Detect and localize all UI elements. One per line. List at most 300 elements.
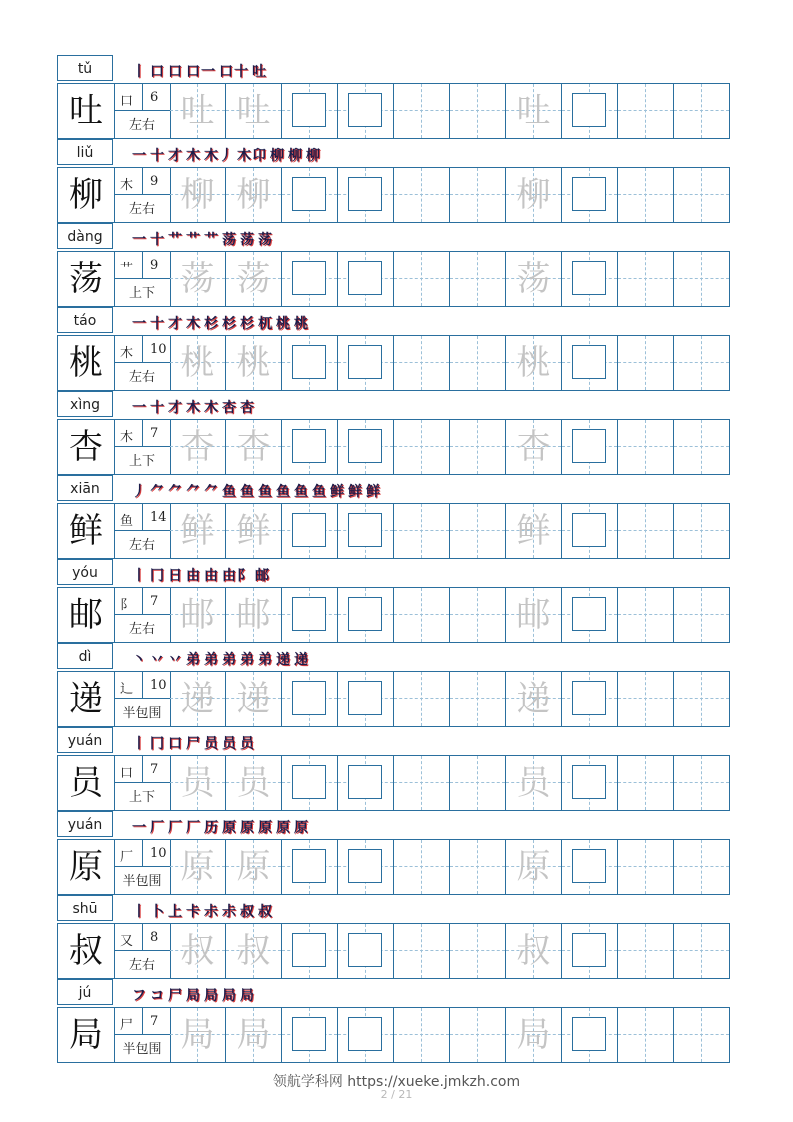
writing-cell[interactable] (338, 420, 394, 474)
pinyin-label: dàng (57, 223, 113, 249)
square-guide-box (572, 345, 606, 379)
writing-cell[interactable] (618, 840, 674, 894)
practice-row (57, 1007, 730, 1063)
stroke-step: 口一 (186, 64, 216, 80)
practice-row (57, 419, 730, 475)
stroke-step: 邮 (255, 568, 270, 584)
writing-cell[interactable] (506, 336, 562, 390)
writing-cell[interactable] (282, 840, 338, 894)
writing-cell[interactable] (506, 84, 562, 138)
writing-cell[interactable] (450, 252, 506, 306)
radical: 厂 (120, 850, 134, 865)
tracing-character: 桃 (180, 343, 215, 383)
stroke-step: 口十 (219, 64, 249, 80)
writing-cell[interactable] (562, 252, 618, 306)
stroke-step: 一 (132, 232, 147, 248)
tracing-character: 荡 (180, 259, 215, 299)
char-entry (57, 811, 730, 895)
stroke-step: 员 (222, 736, 237, 752)
writing-cell[interactable] (618, 588, 674, 642)
writing-cell[interactable] (450, 756, 506, 810)
writing-cell[interactable] (618, 336, 674, 390)
square-guide-box (292, 933, 326, 967)
writing-cell[interactable] (618, 756, 674, 810)
writing-cell[interactable] (170, 252, 226, 306)
writing-cell[interactable] (674, 588, 730, 642)
model-character: 鲜 (58, 504, 115, 558)
stroke-step: 木 (186, 316, 201, 332)
writing-cell[interactable] (338, 504, 394, 558)
stroke-order-sequence (132, 985, 258, 1007)
writing-cell[interactable] (338, 84, 394, 138)
writing-cell[interactable] (506, 420, 562, 474)
stroke-step: 十 (150, 148, 165, 164)
writing-cell[interactable] (618, 672, 674, 726)
character-info (114, 1008, 171, 1062)
practice-row (57, 503, 730, 559)
stroke-step: ⺈ (204, 484, 219, 500)
stroke-step: 丨 (132, 904, 147, 920)
square-guide-box (572, 849, 606, 883)
writing-cell[interactable] (338, 336, 394, 390)
writing-cell[interactable] (170, 504, 226, 558)
writing-cell[interactable] (226, 252, 282, 306)
entry-header (57, 643, 730, 671)
writing-cell[interactable] (562, 1008, 618, 1062)
writing-cell[interactable] (506, 756, 562, 810)
character-info (114, 252, 171, 306)
stroke-order-sequence (132, 397, 258, 419)
writing-cell[interactable] (450, 588, 506, 642)
stroke-step: 木 (186, 400, 201, 416)
stroke-step: 木 (204, 400, 219, 416)
char-entry (57, 559, 730, 643)
writing-cell[interactable] (674, 252, 730, 306)
stroke-order-sequence (132, 649, 312, 671)
pinyin-label: xìng (57, 391, 113, 417)
writing-cell[interactable] (394, 672, 450, 726)
char-entry (57, 55, 730, 139)
radical: 木 (120, 430, 134, 445)
writing-cell[interactable] (282, 336, 338, 390)
stroke-step: 木卬 (237, 148, 267, 164)
writing-cell[interactable] (674, 336, 730, 390)
writing-cell[interactable] (282, 252, 338, 306)
stroke-step: ⺈ (150, 484, 165, 500)
writing-cell[interactable] (394, 420, 450, 474)
stroke-step: 局 (240, 988, 255, 1004)
stroke-step: 弟 (204, 652, 219, 668)
entry-header (57, 139, 730, 167)
entry-header (57, 559, 730, 587)
writing-cell[interactable] (674, 168, 730, 222)
stroke-step: 鱼 (240, 484, 255, 500)
writing-cell[interactable] (506, 588, 562, 642)
writing-cell[interactable] (394, 756, 450, 810)
entry-header (57, 55, 730, 83)
writing-cell[interactable] (394, 504, 450, 558)
square-guide-box (348, 765, 382, 799)
writing-cell[interactable] (674, 504, 730, 558)
tracing-character: 员 (180, 763, 215, 803)
radical: 木 (120, 346, 134, 361)
stroke-step: ⺈ (186, 484, 201, 500)
tracing-character: 局 (180, 1015, 215, 1055)
practice-row (57, 167, 730, 223)
structure-type: 半包围 (122, 874, 162, 889)
tracing-character: 柳 (516, 175, 551, 215)
writing-cell[interactable] (282, 924, 338, 978)
stroke-step: 鱼 (276, 484, 291, 500)
stroke-step: 桃 (276, 316, 291, 332)
square-guide-box (348, 261, 382, 295)
writing-cell[interactable] (450, 84, 506, 138)
radical: 木 (120, 178, 134, 193)
tracing-character: 杏 (516, 427, 551, 467)
model-character: 荡 (58, 252, 115, 306)
structure-type: 上下 (128, 286, 155, 301)
structure-type: 半包围 (122, 1042, 162, 1057)
stroke-step: 杏 (222, 400, 237, 416)
writing-cell[interactable] (282, 420, 338, 474)
structure-type: 半包围 (122, 706, 162, 721)
writing-cell[interactable] (450, 840, 506, 894)
stroke-order-sequence (132, 229, 276, 251)
square-guide-box (348, 429, 382, 463)
pinyin-label: dì (57, 643, 113, 669)
practice-row (57, 587, 730, 643)
stroke-step: 丶 (132, 652, 147, 668)
stroke-count: 9 (150, 174, 159, 189)
writing-cell[interactable] (506, 1008, 562, 1062)
structure-type: 左右 (128, 538, 155, 553)
square-guide-box (348, 513, 382, 547)
writing-cell[interactable] (562, 588, 618, 642)
writing-cell[interactable] (450, 924, 506, 978)
stroke-step: 口 (168, 64, 183, 80)
writing-cell[interactable] (282, 756, 338, 810)
writing-cell[interactable] (618, 420, 674, 474)
stroke-count: 9 (150, 258, 159, 273)
tracing-character: 邮 (516, 595, 551, 635)
model-character: 吐 (58, 84, 115, 138)
stroke-step: 木 (186, 148, 201, 164)
writing-cell[interactable] (618, 1008, 674, 1062)
square-guide-box (348, 849, 382, 883)
writing-cell[interactable] (562, 924, 618, 978)
writing-cell[interactable] (338, 1008, 394, 1062)
tracing-character: 叔 (180, 931, 215, 971)
tracing-character: 杏 (236, 427, 271, 467)
writing-cell[interactable] (338, 672, 394, 726)
writing-cell[interactable] (170, 924, 226, 978)
writing-cell[interactable] (226, 420, 282, 474)
tracing-character: 鲜 (180, 511, 215, 551)
writing-cell[interactable] (226, 336, 282, 390)
practice-row (57, 335, 730, 391)
writing-cell[interactable] (618, 168, 674, 222)
writing-cell[interactable] (506, 252, 562, 306)
writing-cell[interactable] (394, 168, 450, 222)
writing-cell[interactable] (226, 672, 282, 726)
stroke-step: 杉 (240, 316, 255, 332)
writing-cell[interactable] (226, 924, 282, 978)
writing-cell[interactable] (450, 504, 506, 558)
stroke-step: 丨 (132, 736, 147, 752)
writing-cell[interactable] (506, 504, 562, 558)
writing-cell[interactable] (394, 588, 450, 642)
writing-cell[interactable] (282, 504, 338, 558)
tracing-character: 原 (236, 847, 271, 887)
stroke-count: 6 (150, 90, 159, 105)
writing-cell[interactable] (226, 84, 282, 138)
writing-cell[interactable] (674, 1008, 730, 1062)
footer-watermark: 领航学科网 https://xueke.jmkzh.com (272, 1074, 521, 1090)
stroke-step: 桃 (294, 316, 309, 332)
stroke-step: ⺈ (168, 484, 183, 500)
writing-cell[interactable] (394, 1008, 450, 1062)
character-info (114, 588, 171, 642)
stroke-step: 口 (168, 736, 183, 752)
tracing-character: 递 (180, 679, 215, 719)
model-character: 邮 (58, 588, 115, 642)
pinyin-label: yuán (57, 727, 113, 753)
writing-cell[interactable] (170, 84, 226, 138)
writing-cell[interactable] (618, 504, 674, 558)
character-info (114, 840, 171, 894)
writing-cell[interactable] (226, 168, 282, 222)
tracing-character: 吐 (236, 91, 271, 131)
writing-cell[interactable] (674, 84, 730, 138)
writing-cell[interactable] (674, 672, 730, 726)
char-entry (57, 223, 730, 307)
stroke-step: 荡 (258, 232, 273, 248)
stroke-step: 一 (132, 148, 147, 164)
stroke-step: フ (132, 988, 147, 1004)
writing-cell[interactable] (394, 252, 450, 306)
stroke-step: 弟 (240, 652, 255, 668)
stroke-step: 原 (276, 820, 291, 836)
tracing-character: 员 (236, 763, 271, 803)
writing-cell[interactable] (394, 84, 450, 138)
writing-cell[interactable] (226, 1008, 282, 1062)
stroke-step: 叔 (258, 904, 273, 920)
tracing-character: 叔 (516, 931, 551, 971)
stroke-step: 尗 (204, 904, 219, 920)
pinyin-label: tǔ (57, 55, 113, 81)
stroke-step: 卜 (150, 904, 165, 920)
square-guide-box (572, 597, 606, 631)
writing-cell[interactable] (338, 840, 394, 894)
stroke-step: 员 (204, 736, 219, 752)
structure-type: 左右 (128, 622, 155, 637)
writing-cell[interactable] (394, 336, 450, 390)
stroke-step: 荡 (222, 232, 237, 248)
page-number: 2 / 21 (380, 1088, 413, 1101)
entry-header (57, 979, 730, 1007)
stroke-step: 丨 (132, 568, 147, 584)
writing-cell[interactable] (562, 168, 618, 222)
pinyin-label: xiān (57, 475, 113, 501)
writing-cell[interactable] (450, 336, 506, 390)
stroke-step: 尗 (222, 904, 237, 920)
tracing-character: 鲜 (236, 511, 271, 551)
writing-cell[interactable] (450, 672, 506, 726)
entry-header (57, 391, 730, 419)
square-guide-box (292, 1017, 326, 1051)
writing-cell[interactable] (338, 168, 394, 222)
stroke-step: 局 (186, 988, 201, 1004)
stroke-order-sequence (132, 733, 258, 755)
tracing-character: 桃 (516, 343, 551, 383)
writing-cell[interactable] (170, 672, 226, 726)
stroke-count: 10 (150, 678, 167, 693)
tracing-character: 鲜 (516, 511, 551, 551)
stroke-step: 尸 (186, 736, 201, 752)
writing-cell[interactable] (338, 252, 394, 306)
writing-cell[interactable] (562, 756, 618, 810)
writing-cell[interactable] (170, 336, 226, 390)
square-guide-box (572, 765, 606, 799)
writing-cell[interactable] (338, 588, 394, 642)
square-guide-box (292, 345, 326, 379)
writing-cell[interactable] (282, 588, 338, 642)
stroke-step: 弟 (258, 652, 273, 668)
tracing-character: 递 (516, 679, 551, 719)
model-character: 桃 (58, 336, 115, 390)
writing-cell[interactable] (506, 924, 562, 978)
writing-cell[interactable] (170, 756, 226, 810)
stroke-step: 厂 (150, 820, 165, 836)
stroke-step: 才 (168, 400, 183, 416)
writing-cell[interactable] (562, 84, 618, 138)
writing-cell[interactable] (674, 840, 730, 894)
stroke-step: 原 (258, 820, 273, 836)
stroke-step: 木丿 (204, 148, 234, 164)
stroke-count: 7 (150, 426, 159, 441)
character-info (114, 84, 171, 138)
writing-cell[interactable] (674, 924, 730, 978)
tracing-character: 邮 (180, 595, 215, 635)
writing-cell[interactable] (562, 336, 618, 390)
writing-cell[interactable] (562, 840, 618, 894)
writing-cell[interactable] (170, 420, 226, 474)
tracing-character: 柳 (180, 175, 215, 215)
radical: 口 (120, 766, 134, 781)
square-guide-box (572, 177, 606, 211)
writing-cell[interactable] (618, 924, 674, 978)
stroke-step: 鲜 (366, 484, 381, 500)
stroke-step: 一 (132, 316, 147, 332)
stroke-step: 一 (132, 820, 147, 836)
tracing-character: 荡 (516, 259, 551, 299)
writing-cell[interactable] (562, 672, 618, 726)
square-guide-box (348, 597, 382, 631)
stroke-step: 荡 (240, 232, 255, 248)
writing-cell[interactable] (674, 420, 730, 474)
tracing-character: 杏 (180, 427, 215, 467)
square-guide-box (572, 933, 606, 967)
stroke-step: 鲜 (330, 484, 345, 500)
stroke-count: 7 (150, 762, 159, 777)
writing-cell[interactable] (226, 756, 282, 810)
writing-cell[interactable] (618, 252, 674, 306)
practice-row (57, 755, 730, 811)
stroke-count: 10 (150, 846, 167, 861)
practice-row (57, 83, 730, 139)
writing-cell[interactable] (226, 840, 282, 894)
writing-cell[interactable] (450, 1008, 506, 1062)
stroke-step: 叔 (240, 904, 255, 920)
writing-cell[interactable] (282, 168, 338, 222)
structure-type: 上下 (128, 454, 155, 469)
writing-cell[interactable] (170, 840, 226, 894)
stroke-step: 丷 (150, 652, 165, 668)
stroke-order-sequence (132, 61, 270, 83)
stroke-order-sequence (132, 145, 324, 167)
character-info (114, 924, 171, 978)
writing-cell[interactable] (394, 840, 450, 894)
stroke-step: 丷 (168, 652, 183, 668)
stroke-step: 丨 (132, 64, 147, 80)
stroke-step: 才 (168, 148, 183, 164)
writing-cell[interactable] (450, 420, 506, 474)
tracing-character: 局 (236, 1015, 271, 1055)
writing-cell[interactable] (338, 924, 394, 978)
writing-cell[interactable] (226, 504, 282, 558)
square-guide-box (292, 681, 326, 715)
square-guide-box (572, 1017, 606, 1051)
stroke-step: 鱼 (294, 484, 309, 500)
writing-cell[interactable] (562, 420, 618, 474)
stroke-step: 厂 (186, 820, 201, 836)
stroke-step: 原 (240, 820, 255, 836)
writing-cell[interactable] (618, 84, 674, 138)
writing-cell[interactable] (674, 756, 730, 810)
square-guide-box (292, 429, 326, 463)
writing-cell[interactable] (282, 672, 338, 726)
writing-cell[interactable] (394, 924, 450, 978)
tracing-character: 桃 (236, 343, 271, 383)
writing-cell[interactable] (338, 756, 394, 810)
pinyin-label: yóu (57, 559, 113, 585)
square-guide-box (348, 93, 382, 127)
stroke-step: 员 (240, 736, 255, 752)
writing-cell[interactable] (170, 168, 226, 222)
writing-cell[interactable] (506, 168, 562, 222)
writing-cell[interactable] (282, 84, 338, 138)
square-guide-box (292, 93, 326, 127)
writing-cell[interactable] (506, 840, 562, 894)
writing-cell[interactable] (226, 588, 282, 642)
writing-cell[interactable] (506, 672, 562, 726)
square-guide-box (572, 429, 606, 463)
writing-cell[interactable] (170, 1008, 226, 1062)
radical: 阝 (120, 598, 134, 613)
writing-cell[interactable] (562, 504, 618, 558)
model-character: 局 (58, 1008, 115, 1062)
stroke-step: 一 (132, 400, 147, 416)
square-guide-box (572, 261, 606, 295)
char-entry (57, 643, 730, 727)
writing-cell[interactable] (170, 588, 226, 642)
stroke-step: 原 (222, 820, 237, 836)
stroke-step: 局 (222, 988, 237, 1004)
stroke-step: 十 (150, 232, 165, 248)
writing-cell[interactable] (450, 168, 506, 222)
stroke-step: 厂 (168, 820, 183, 836)
writing-cell[interactable] (282, 1008, 338, 1062)
